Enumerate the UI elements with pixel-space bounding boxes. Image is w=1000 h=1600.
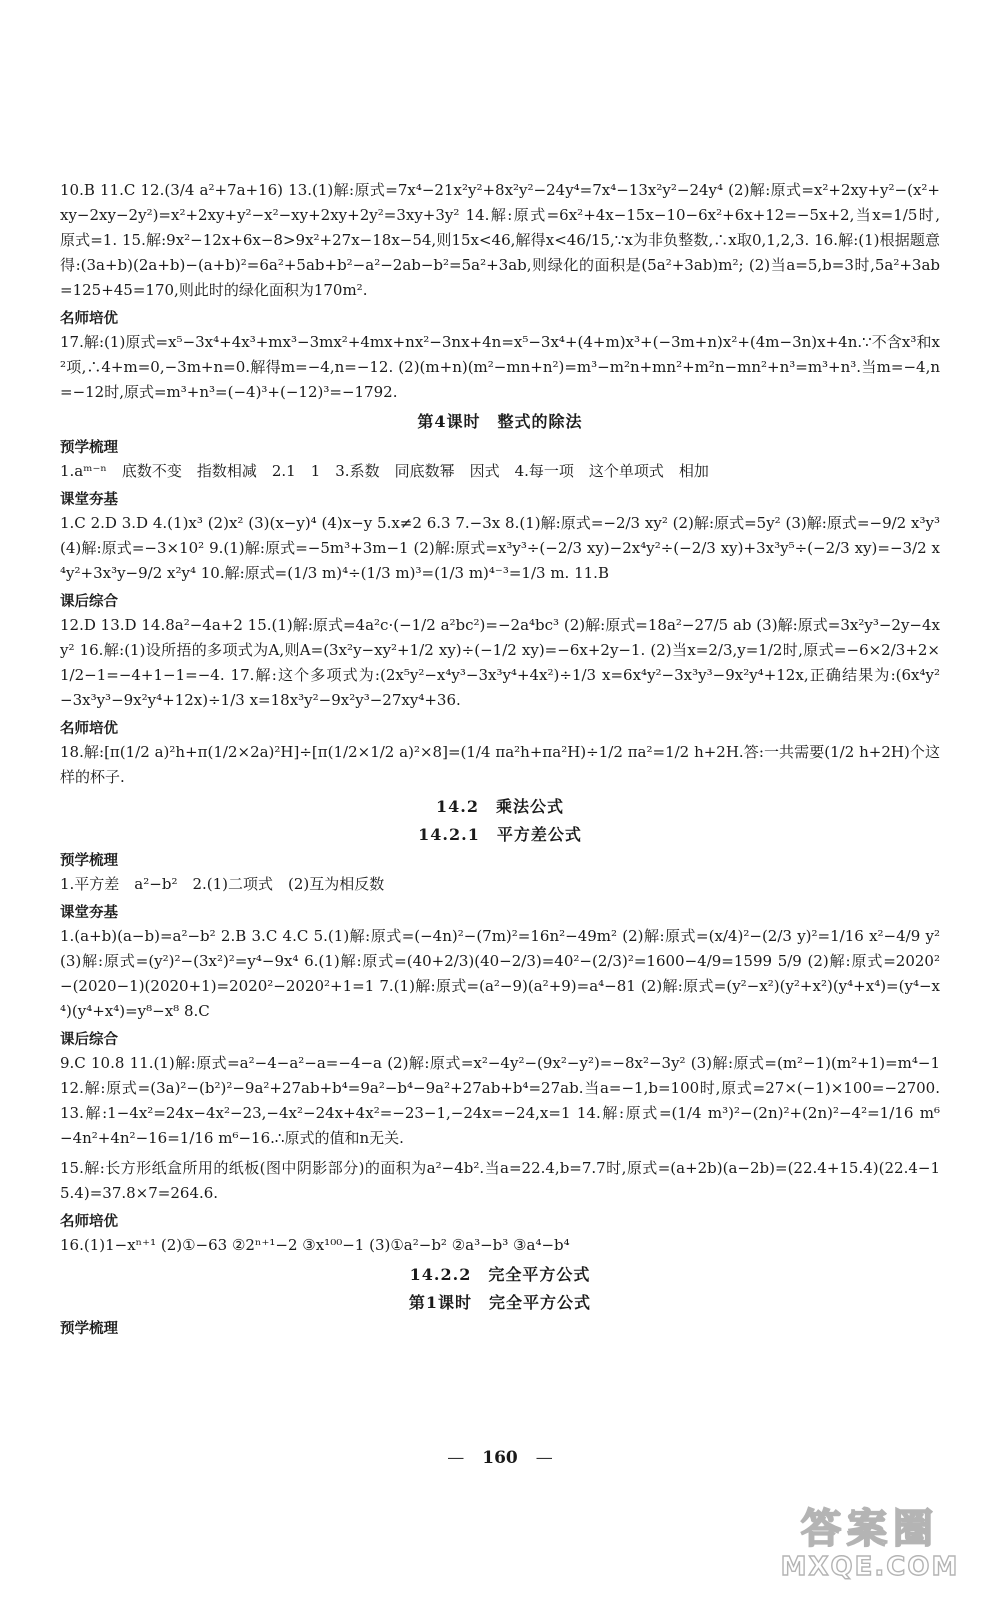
watermark-brand: 答案圈	[801, 1506, 939, 1552]
answer-paragraph: 17.解:(1)原式=x⁵−3x⁴+4x³+mx³−3mx²+4mx+nx²−3nx+4n=x⁵−3x⁴+(4+m)x³+(−3m+n)x²+(4m−3n)x+4n.∵不含x³和x²项,∴4+m=0,−3m+n=0.解得m=−4,n=−12. (2)(m+n)(m²−mn+n²)=m³−m²n+mn²+m²n−mn²+n³=m³+n³.当m=−4,n=−12时,原式=m³+n³=(−4)³+(−12)³=−1792.	[60, 333, 940, 401]
watermark-logo	[750, 1498, 990, 1590]
answer-paragraph: 1.(a+b)(a−b)=a²−b² 2.B 3.C 4.C 5.(1)解:原式=(−4n)²−(7m)²=16n²−49m² (2)解:原式=(x/4)²−(2/3 y)²=1/16 x²−4/9 y² (3)解:原式=(y²)²−(3x²)²=y⁴−9x⁴ 6.(1)解:原式=(40+2/3)(40−2/3)=40²−(2/3)²=1600−4/9=1599 5/9 (2)解:原式=2020²−(2020−1)(2020+1)=2020²−2020²+1=1 7.(1)解:原式=(a²−9)(a²+9)=a⁴−81 (2)解:原式=(y²−x²)(y²+x²)(y⁴+x⁴)=(y⁴−x⁴)(y⁴+x⁴)=y⁸−x⁸ 8.C	[60, 927, 940, 1020]
answer-paragraph: 15.解:长方形纸盒所用的纸板(图中阴影部分)的面积为a²−4b².当a=22.4,b=7.7时,原式=(a+2b)(a−2b)=(22.4+15.4)(22.4−15.4)=37.8×7=264.6.	[60, 1159, 940, 1202]
answer-paragraph: 1.aᵐ⁻ⁿ 底数不变 指数相减 2.1 1 3.系数 同底数幂 因式 4.每一项 这个单项式 相加	[60, 462, 709, 480]
lesson-title: 14.2.2 完全平方公式	[409, 1265, 591, 1284]
lesson-title: 第4课时 整式的除法	[417, 412, 583, 431]
section-heading: 预学梳理	[60, 1321, 118, 1337]
answer-page	[60, 178, 940, 1340]
page-number: — 160 —	[447, 1448, 553, 1468]
answer-paragraph: 1.C 2.D 3.D 4.(1)x³ (2)x² (3)(x−y)⁴ (4)x−y 5.x≠2 6.3 7.−3x 8.(1)解:原式=−2/3 xy² (2)解:原式=5y² (3)解:原式=−9/2 x³y³ (4)解:原式=−3×10² 9.(1)解:原式=−5m³+3m−1 (2)解:原式=x³y³÷(−2/3 xy)−2x⁴y²÷(−2/3 xy)+3x³y⁵÷(−2/3 xy)=−3/2 x⁴y²+3x³y−9/2 x²y⁴ 10.解:原式=(1/3 m)⁴÷(1/3 m)³=(1/3 m)⁴⁻³=1/3 m. 11.B	[60, 514, 940, 582]
watermark-url: MXQE.COM	[780, 1552, 960, 1582]
answer-paragraph: 9.C 10.8 11.(1)解:原式=a²−4−a²−a=−4−a (2)解:原式=x²−4y²−(9x²−y²)=−8x²−3y² (3)解:原式=(m²−1)(m²+1)=m⁴−1 12.解:原式=(3a)²−(b²)²−9a²+27ab+b⁴=9a²−b⁴−9a²+27ab+b⁴=27ab.当a=−1,b=100时,原式=27×(−1)×100=−2700. 13.解:1−4x²=24x−4x²−23,−4x²−24x+4x²=−23−1,−24x=−24,x=1 14.解:原式=(1/4 m³)²−(2n)²+(2n)²−4²=1/16 m⁶−4n²+4n²−16=1/16 m⁶−16.∴原式的值和n无关.	[60, 1054, 940, 1147]
answer-paragraph: 16.(1)1−xⁿ⁺¹ (2)①−63 ②2ⁿ⁺¹−2 ③x¹⁰⁰−1 (3)①a²−b² ②a³−b³ ③a⁴−b⁴	[60, 1236, 570, 1254]
section-heading: 课后综合	[60, 1032, 118, 1048]
answer-paragraph: 18.解:[π(1/2 a)²h+π(1/2×2a)²H]÷[π(1/2×1/2 a)²×8]=(1/4 πa²h+πa²H)÷1/2 πa²=1/2 h+2H.答:一共需要(1/2 h+2H)个这样的杯子.	[60, 743, 940, 786]
page-number-value: 160	[482, 1448, 518, 1468]
section-heading: 名师培优	[60, 1214, 118, 1230]
section-heading: 名师培优	[60, 721, 118, 737]
answer-paragraph: 1.平方差 a²−b² 2.(1)二项式 (2)互为相反数	[60, 875, 385, 893]
section-heading: 预学梳理	[60, 440, 118, 456]
lesson-title: 第1课时 完全平方公式	[408, 1293, 592, 1312]
section-heading: 课后综合	[60, 594, 118, 610]
section-heading: 名师培优	[60, 311, 118, 327]
answer-paragraph: 12.D 13.D 14.8a²−4a+2 15.(1)解:原式=4a²c·(−1/2 a²bc²)=−2a⁴bc³ (2)解:原式=18a²−27/5 ab (3)解:原式=3x²y³−2y−4xy² 16.解:(1)设所捂的多项式为A,则A=(3x²y−xy²+1/2 xy)÷(−1/2 xy)=−6x+2y−1. (2)当x=2/3,y=1/2时,原式=−6×2/3+2×1/2−1=−4+1−1=−4. 17.解:这个多项式为:(2x⁵y²−x⁴y³−3x³y⁴+4x²)÷1/3 x=6x⁴y²−3x³y³−9x²y⁴+12x,正确结果为:(6x⁴y²−3x³y³−9x²y⁴+12x)÷1/3 x=18x³y²−9x²y³−27xy⁴+36.	[60, 616, 940, 709]
lesson-title: 14.2 乘法公式	[436, 797, 564, 816]
section-heading: 课堂夯基	[60, 492, 118, 508]
section-heading: 预学梳理	[60, 853, 118, 869]
answer-paragraph: 10.B 11.C 12.(3/4 a²+7a+16) 13.(1)解:原式=7x⁴−21x²y²+8x²y²−24y⁴=7x⁴−13x²y²−24y⁴ (2)解:原式=x²+2xy+y²−(x²+xy−2xy−2y²)=x²+2xy+y²−x²−xy+2xy+2y²=3xy+3y² 14.解:原式=6x²+4x−15x−10−6x²+6x+12=−5x+2,当x=1/5时,原式=1. 15.解:9x²−12x+6x−8>9x²+27x−18x−54,则15x<46,解得x<46/15,∵x为非负整数,∴x取0,1,2,3. 16.解:(1)根据题意得:(3a+b)(2a+b)−(a+b)²=6a²+5ab+b²−a²−2ab−b²=5a²+3ab,则绿化的面积是(5a²+3ab)m²; (2)当a=5,b=3时,5a²+3ab=125+45=170,则此时的绿化面积为170m².	[60, 181, 940, 299]
lesson-title: 14.2.1 平方差公式	[418, 825, 582, 844]
section-heading: 课堂夯基	[60, 905, 118, 921]
